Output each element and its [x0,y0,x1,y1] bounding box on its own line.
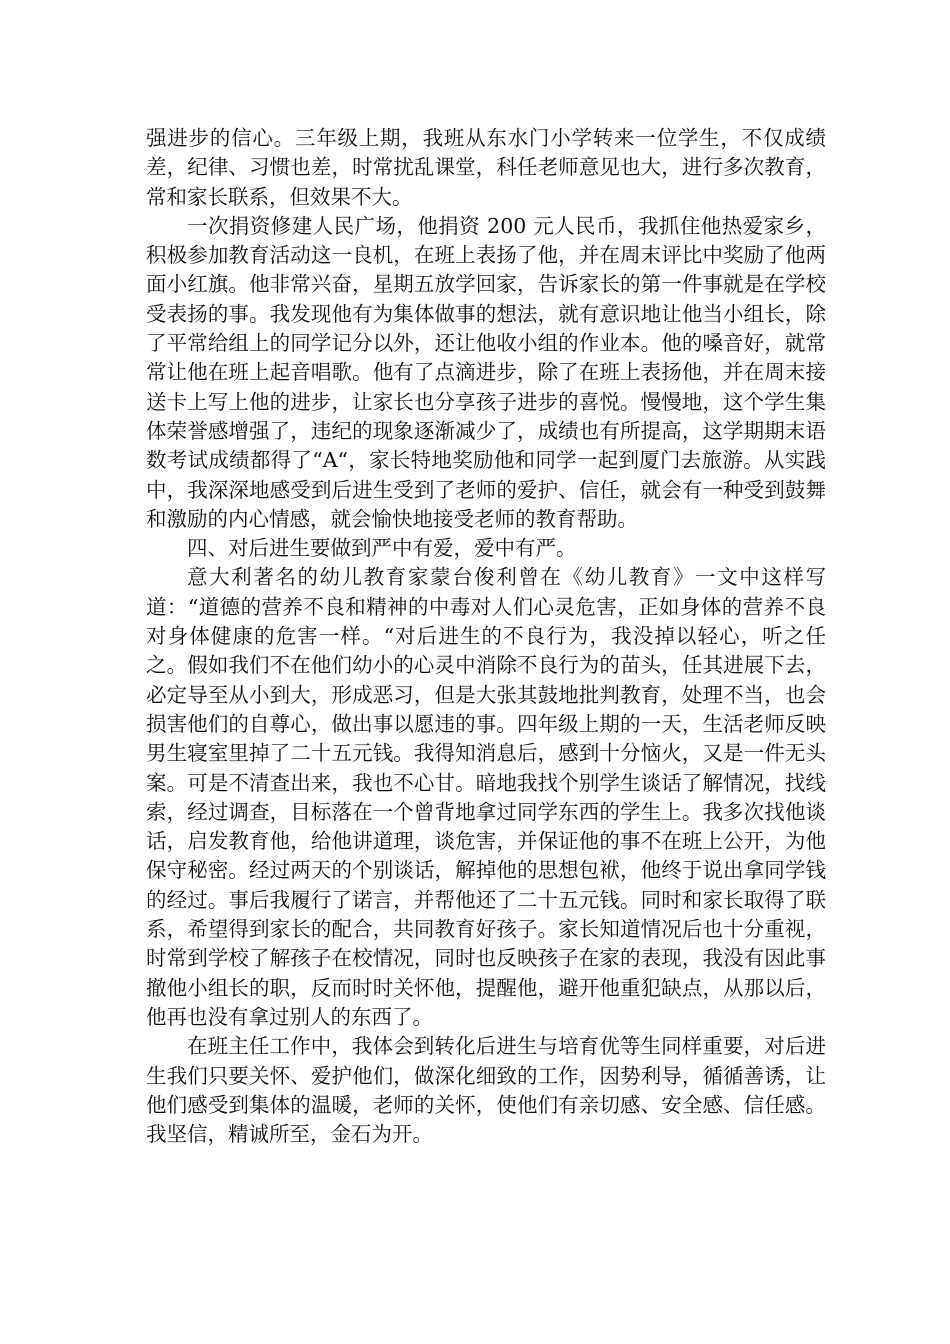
paragraph-montessori-story: 意大利著名的幼儿教育家蒙台俊利曾在《幼儿教育》一文中这样写道：“道德的营养不良和精神的中毒对人们心灵危害，正如身体的营养不良对身体健康的危害一样。“对后进生的不良行为，我没掉以轻心，听之任之。假如我们不在他们幼小的心灵中消除不良行为的苗头，任其进展下去，必定导至从小到大，形成恶习，但是大张其鼓地批判教育，处理不当，也会损害他们的自尊心，做出事以愿违的事。四年级上期的一天，生活老师反映男生寝室里掉了二十五元钱。我得知消息后，感到十分恼火，又是一件无头案。可是不清查出来，我也不心甘。暗地我找个别学生谈话了解情况，找线索，经过调查，目标落在一个曾背地拿过同学东西的学生上。我多次找他谈话，启发教育他，给他讲道理，谈危害，并保证他的事不在班上公开，为他保守秘密。经过两天的个别谈话，解掉他的思想包袱，他终于说出拿同学钱的经过。事后我履行了诺言，并帮他还了二十五元钱。同时和家长取得了联系，希望得到家长的配合，共同教育好孩子。家长知道情况后也十分重视，时常到学校了解孩子在校情况，同时也反映孩子在家的表现，我没有因此事撤他小组长的职，反而时时关怀他，提醒他，避开他重犯缺点，从那以后，他再也没有拿过别人的东西了。 [146,565,826,1029]
paragraph-donation-story: 一次捐资修建人民广场，他捐资 200 元人民币，我抓住他热爱家乡，积极参加教育活动这一良机，在班上表扬了他，并在周末评比中奖励了他两面小红旗。他非常兴奋，星期五放学回家，告诉家长的第一件事就是在学校受表扬的事。我发现他有为集体做事的想法，就有意识地让他当小组长，除了平常给组上的同学记分以外，还让他收小组的作业本。他的嗓音好，就常常让他在班上起音唱歌。他有了点滴进步，除了在班上表扬他，并在周末接送卡上写上他的进步，让家长也分享孩子进步的喜悦。慢慢地，这个学生集体荣誉感增强了，违纪的现象逐渐减少了，成绩也有所提高，这学期期末语数考试成绩都得了“A“，家长特地奖励他和同学一起到厦门去旅游。从实践中，我深深地感受到后进生受到了老师的爱护、信任，就会有一种受到鼓舞和激励的内心情感，就会愉快地接受老师的教育帮助。 [146,213,826,531]
paragraph-conclusion: 在班主任工作中，我体会到转化后进生与培育优等生同样重要，对后进生我们只要关怀、爱护他们，做深化细致的工作，因势利导，循循善诱，让他们感受到集体的温暖，老师的关怀，使他们有亲切感、安全感、信任感。我坚信，精诚所至，金石为开。 [146,1034,826,1147]
document-body [146,124,826,1149]
section-heading-four: 四、对后进生要做到严中有爱，爱中有严。 [187,536,577,561]
paragraph-continuation: 强进步的信心。三年级上期，我班从东水门小学转来一位学生，不仅成绩差，纪律、习惯也差，时常扰乱课堂，科任老师意见也大，进行多次教育，常和家长联系，但效果不大。 [146,126,826,209]
